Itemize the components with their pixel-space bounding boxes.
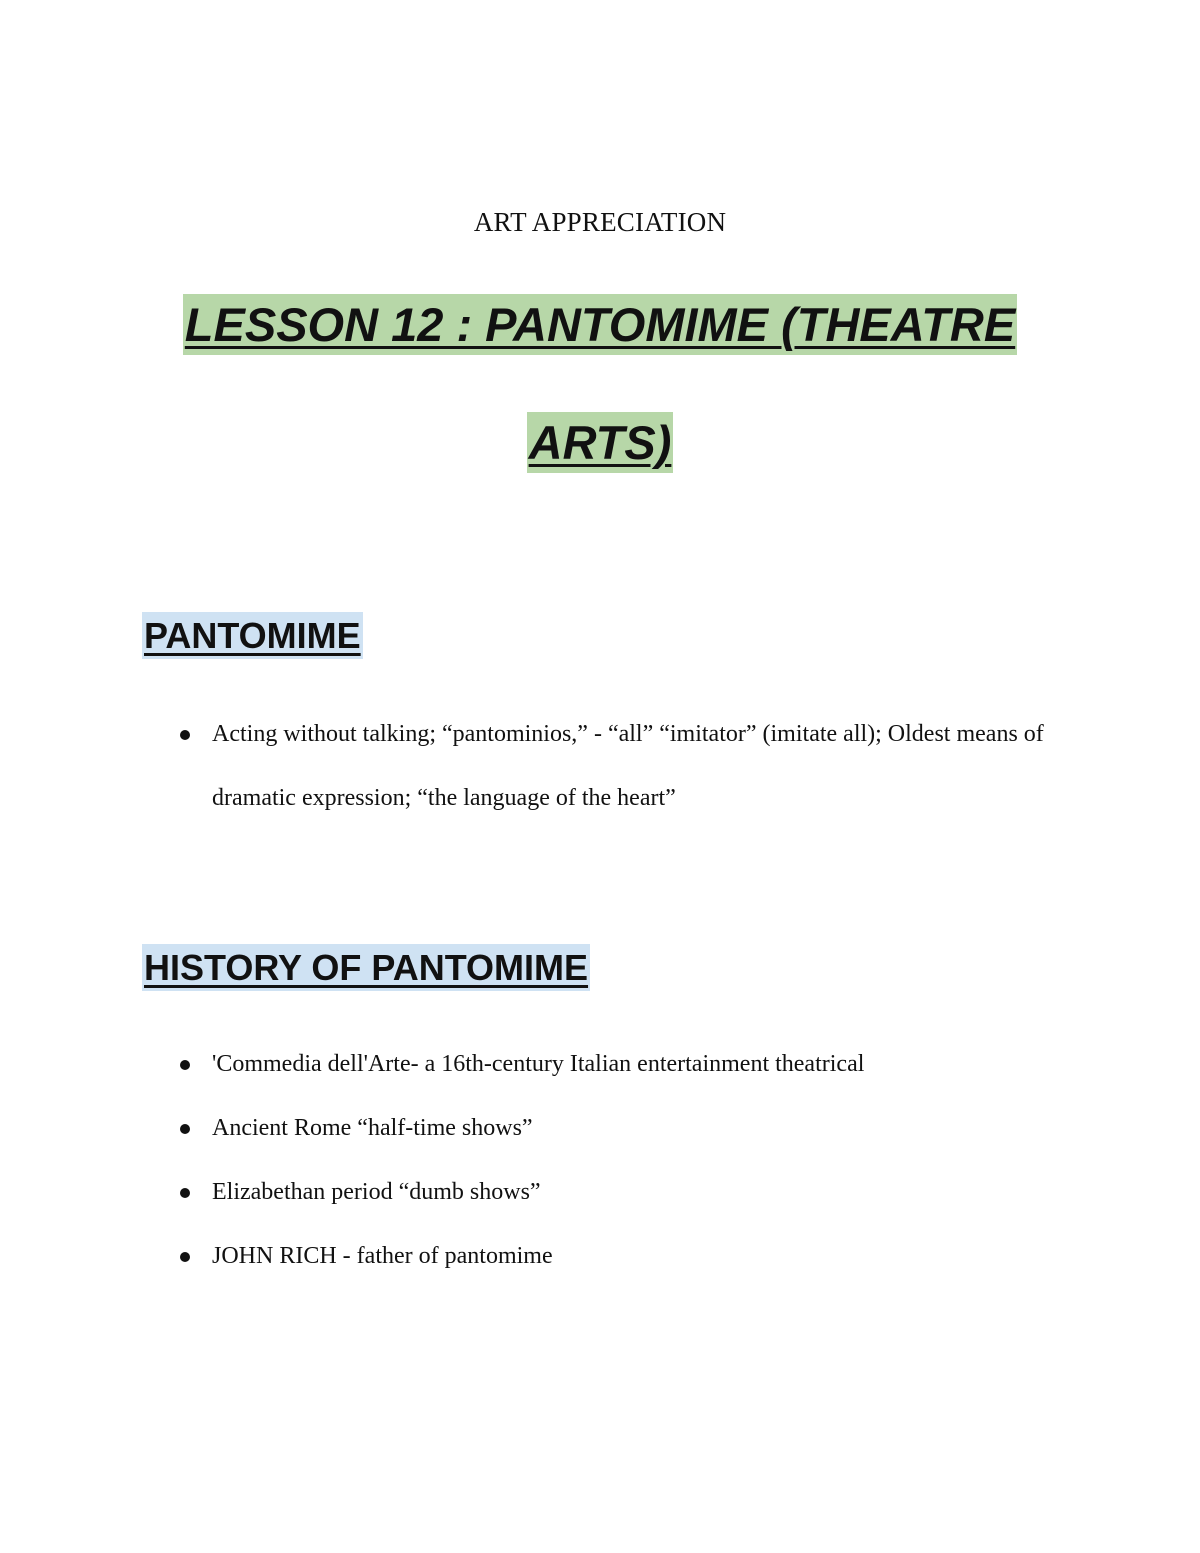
lesson-title bbox=[140, 266, 1060, 502]
history-bullet-list bbox=[178, 1032, 1078, 1288]
bullet-dot-icon bbox=[180, 1124, 190, 1134]
list-item bbox=[178, 1032, 1078, 1096]
section-heading-history-text: HISTORY OF PANTOMIME bbox=[142, 944, 590, 991]
section-heading-history bbox=[142, 944, 590, 992]
list-item bbox=[178, 702, 1068, 830]
bullet-dot-icon bbox=[180, 1188, 190, 1198]
section-heading-pantomime-text: PANTOMIME bbox=[142, 612, 363, 659]
bullet-dot-icon bbox=[180, 1060, 190, 1070]
bullet-dot-icon bbox=[180, 1252, 190, 1262]
list-item-text: Elizabethan period “dumb shows” bbox=[212, 1179, 541, 1205]
list-item-text: Ancient Rome “half-time shows” bbox=[212, 1115, 533, 1141]
course-header: ART APPRECIATION bbox=[473, 207, 727, 237]
pantomime-bullet-list bbox=[178, 702, 1068, 830]
lesson-title-text: LESSON 12 : PANTOMIME (THEATRE ARTS) bbox=[183, 294, 1017, 473]
list-item bbox=[178, 1224, 1078, 1288]
list-item-text: Acting without talking; “pantominios,” - “all” “imitator” (imitate all); Oldest means of dramatic expression; “the language of the heart” bbox=[212, 721, 1044, 811]
list-item-text: 'Commedia dell'Arte- a 16th-century Italian entertainment theatrical bbox=[212, 1051, 865, 1077]
section-heading-pantomime bbox=[142, 612, 363, 660]
bullet-dot-icon bbox=[180, 730, 190, 740]
list-item bbox=[178, 1160, 1078, 1224]
list-item bbox=[178, 1096, 1078, 1160]
list-item-text: JOHN RICH - father of pantomime bbox=[212, 1243, 553, 1269]
